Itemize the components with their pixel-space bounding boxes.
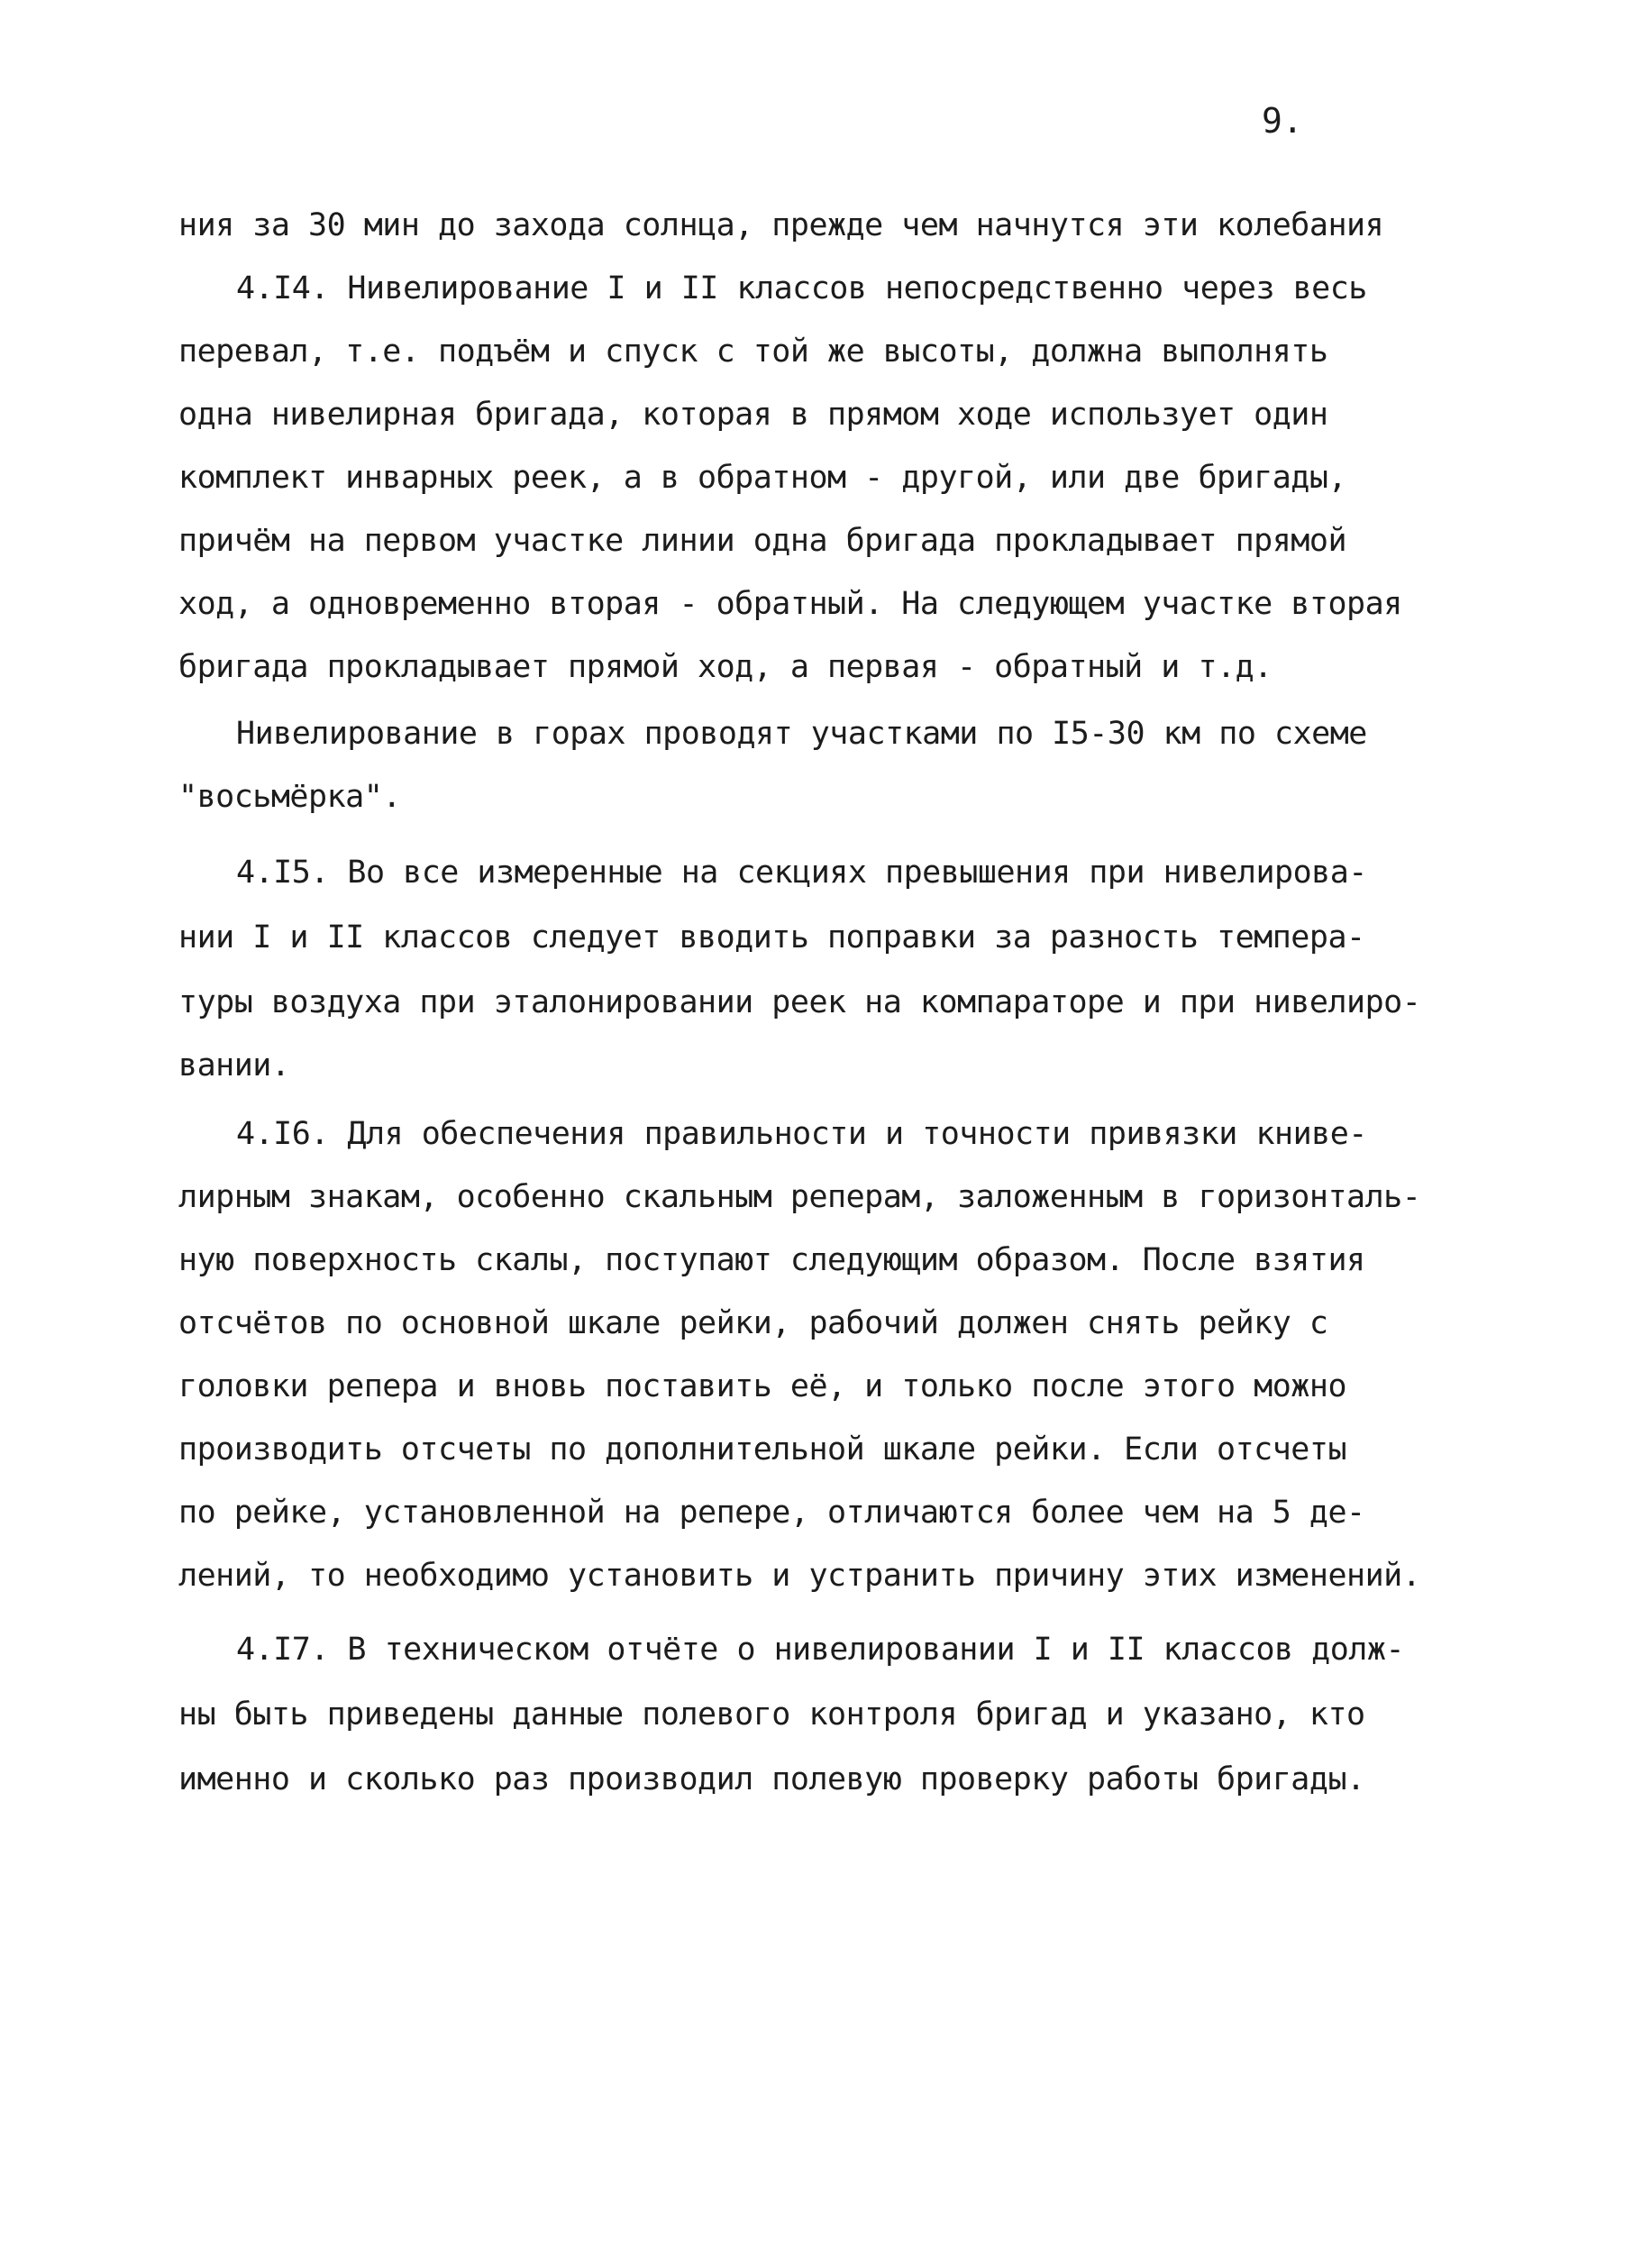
text-line: ния за 30 мин до захода солнца, прежде чем начнутся эти колебания: [178, 207, 1384, 243]
text-line: 4.I4. Нивелирование I и II классов непосредственно через весь: [236, 270, 1367, 306]
text-line: Нивелирование в горах проводят участками по I5-30 км по схеме: [236, 716, 1367, 752]
page-number: 9.: [1262, 101, 1303, 141]
text-line: 4.I6. Для обеспечения правильности и точности привязки книве-: [236, 1116, 1367, 1152]
text-line: именно и сколько раз производил полевую проверку работы бригады.: [178, 1761, 1365, 1797]
text-line: перевал, т.е. подъём и спуск с той же высоты, должна выполнять: [178, 334, 1328, 370]
text-line: "восьмёрка".: [178, 779, 401, 815]
text-line: вании.: [178, 1047, 290, 1084]
text-line: причём на первом участке линии одна бригада прокладывает прямой: [178, 523, 1347, 559]
text-line: одна нивелирная бригада, которая в прямом ходе использует один: [178, 397, 1328, 433]
text-line: лирным знакам, особенно скальным реперам, заложенным в горизонталь-: [178, 1179, 1421, 1215]
text-line: лений, то необходимо установить и устранить причину этих изменений.: [178, 1558, 1421, 1594]
text-line: ны быть приведены данные полевого контроля бригад и указано, кто: [178, 1696, 1365, 1733]
text-line: ную поверхность скалы, поступают следующим образом. После взятия: [178, 1242, 1365, 1278]
text-line: головки репера и вновь поставить её, и только после этого можно: [178, 1368, 1347, 1404]
text-line: производить отсчеты по дополнительной шкале рейки. Если отсчеты: [178, 1431, 1347, 1468]
text-line: отсчётов по основной шкале рейки, рабочий должен снять рейку с: [178, 1305, 1328, 1341]
text-line: бригада прокладывает прямой ход, а первая - обратный и т.д.: [178, 649, 1273, 685]
text-line: нии I и II классов следует вводить поправки за разность темпера-: [178, 919, 1365, 956]
text-line: комплект инварных реек, а в обратном - другой, или две бригады,: [178, 460, 1347, 496]
text-line: ход, а одновременно вторая - обратный. На следующем участке вторая: [178, 586, 1402, 622]
text-line: по рейке, установленной на репере, отличаются более чем на 5 де-: [178, 1495, 1365, 1531]
text-line: 4.I5. Во все измеренные на секциях превышения при нивелирова-: [236, 855, 1367, 891]
text-line: туры воздуха при эталонировании реек на компараторе и при нивелиро-: [178, 984, 1421, 1020]
text-line: 4.I7. В техническом отчёте о нивелировании I и II классов долж-: [236, 1632, 1405, 1668]
